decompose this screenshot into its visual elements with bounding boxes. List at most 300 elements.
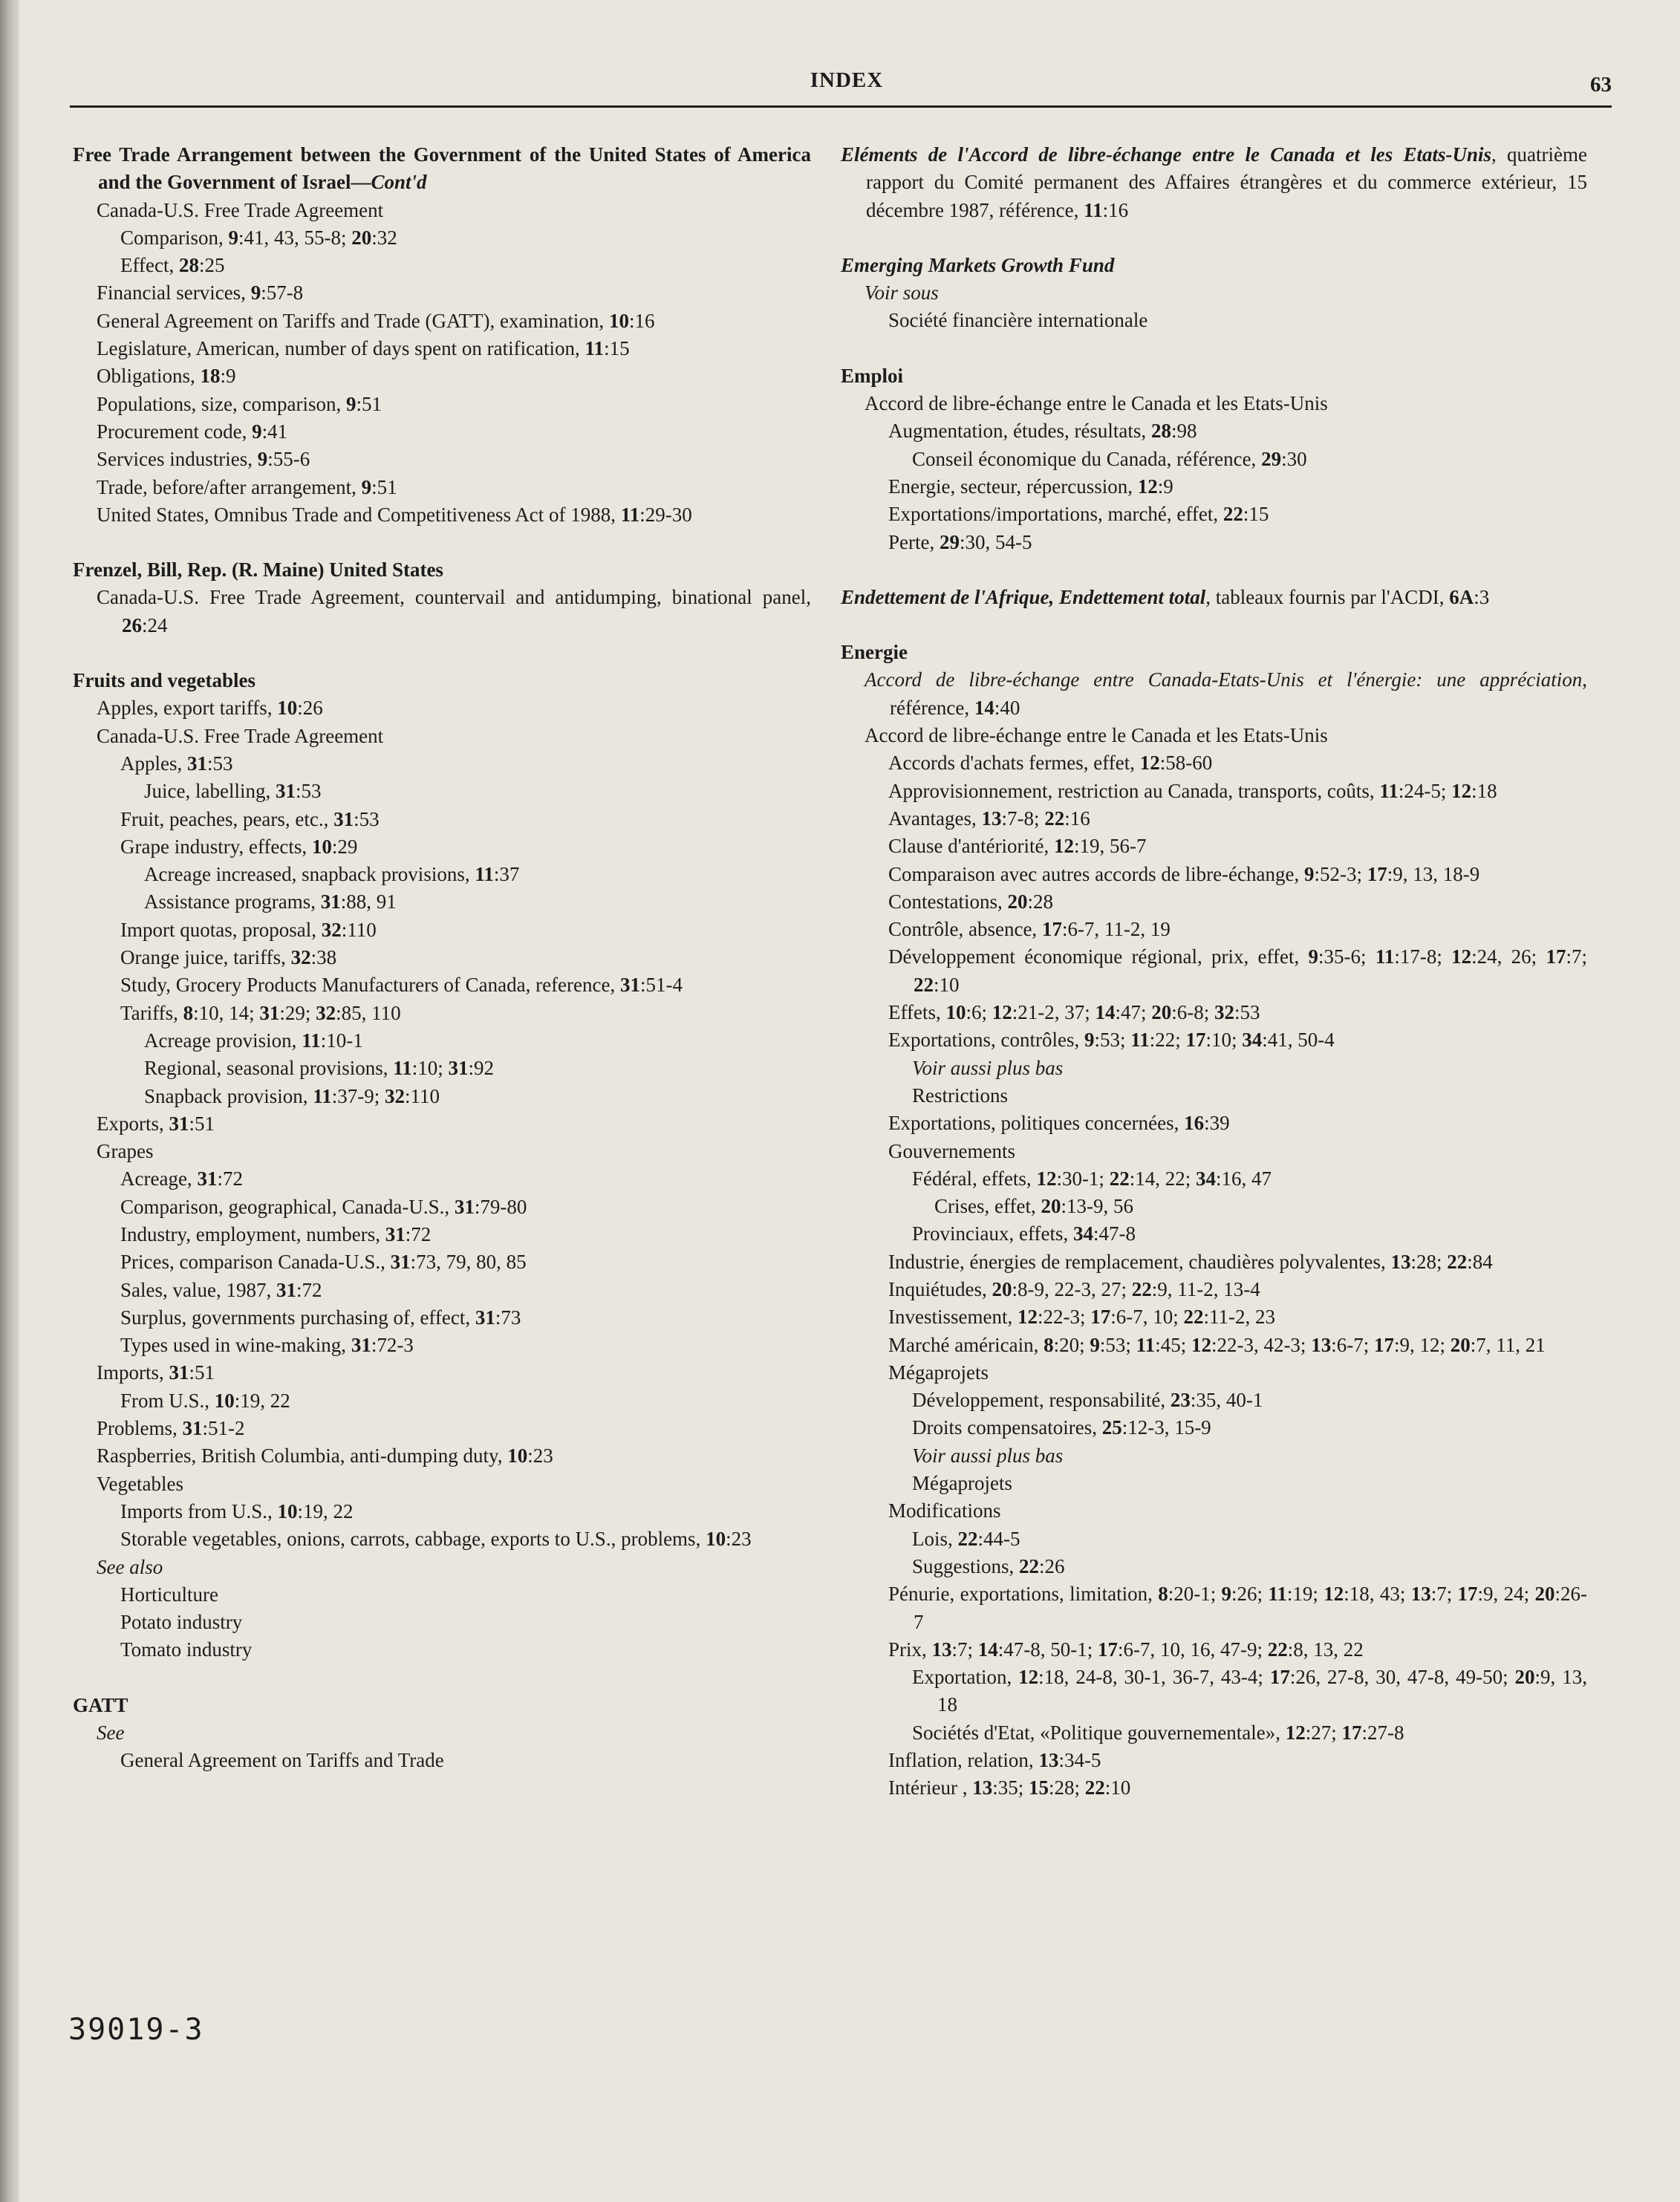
index-entry: [841, 1553, 1587, 1580]
entry-text-segment: 20: [1151, 1001, 1172, 1024]
index-entry: [73, 750, 811, 778]
entry-text-segment: 17: [1457, 1583, 1478, 1606]
entry-text-segment: 12: [1137, 475, 1158, 498]
entry-text-segment: 12: [1139, 752, 1160, 775]
index-entry: [73, 1498, 811, 1525]
entry-text-segment: 16: [1184, 1112, 1205, 1135]
index-entry: [73, 1138, 811, 1165]
index-entry: [73, 418, 811, 446]
index-entry: [73, 916, 811, 944]
index-entry: [73, 501, 811, 529]
index-entry: [841, 833, 1587, 860]
entry-text-segment: Sociétés d'Etat, «Politique gouvernementale»,: [912, 1721, 1286, 1744]
entry-text-segment: 10: [706, 1528, 726, 1551]
entry-text-segment: 22: [1222, 503, 1243, 526]
entry-text-segment: 8: [183, 1001, 194, 1024]
entry-text-segment: :10-1: [320, 1029, 363, 1052]
entry-text-segment: Sales, value, 1987,: [120, 1278, 276, 1301]
entry-text-segment: :17-8;: [1394, 945, 1452, 968]
entry-text-segment: 32: [316, 1001, 336, 1024]
entry-text-segment: Exports,: [97, 1112, 169, 1135]
entry-text-segment: :41: [261, 420, 288, 443]
entry-text-segment: 28: [1150, 420, 1171, 443]
entry-text-segment: 22: [1131, 1277, 1152, 1300]
entry-text-segment: :23: [527, 1444, 553, 1468]
entry-text-segment: :30-1;: [1056, 1167, 1110, 1190]
index-entry: [841, 1220, 1587, 1248]
entry-text-segment: :15: [1243, 503, 1269, 526]
index-entry: [73, 1609, 811, 1636]
entry-text-segment: Populations, size, comparison,: [97, 392, 346, 415]
entry-text-segment: :73, 79, 80, 85: [410, 1251, 527, 1274]
entry-text-segment: Imports from U.S.,: [120, 1499, 278, 1522]
entry-text-segment: Modifications: [888, 1499, 1001, 1522]
entry-text-segment: Fruit, peaches, pears, etc.,: [120, 807, 334, 830]
entry-text-segment: 17: [1098, 1638, 1119, 1661]
entry-text-segment: :45;: [1155, 1333, 1191, 1356]
entry-text-segment: 31: [169, 1112, 189, 1135]
entry-text-segment: Services industries,: [97, 448, 258, 471]
entry-text-segment: 20: [1450, 1333, 1471, 1356]
entry-text-segment: :9: [220, 365, 236, 388]
index-entry: [73, 1083, 811, 1110]
index-entry: [73, 1747, 811, 1774]
index-entry: [841, 1110, 1587, 1137]
index-column-right: [841, 141, 1587, 1802]
index-entry: [73, 1332, 811, 1359]
index-entry: [73, 1165, 811, 1193]
entry-text-segment: :19, 22: [234, 1389, 290, 1412]
entry-text-segment: 22: [1109, 1167, 1130, 1190]
entry-text-segment: Avantages,: [888, 807, 982, 830]
index-entry: [73, 197, 811, 224]
entry-text-segment: 17: [1546, 945, 1566, 968]
entry-text-segment: :10;: [411, 1057, 449, 1080]
entry-text-segment: :19;: [1286, 1583, 1324, 1606]
entry-text-segment: Lois,: [912, 1527, 958, 1550]
entry-text-segment: 9: [361, 475, 372, 498]
index-entry: [841, 805, 1587, 833]
entry-text-segment: Voir sous: [865, 281, 939, 304]
entry-text-segment: 31: [187, 752, 207, 775]
entry-text-segment: 10: [608, 309, 629, 332]
entry-text-segment: 11: [475, 863, 494, 886]
entry-text-segment: 10: [277, 697, 298, 720]
entry-text-segment: Financial services,: [97, 281, 251, 304]
entry-text-segment: 13: [1311, 1333, 1332, 1356]
entry-text-segment: :55-6: [267, 448, 310, 471]
entry-text-segment: 13: [931, 1638, 952, 1661]
index-entry: [73, 806, 811, 833]
entry-text-segment: :27-8: [1361, 1721, 1404, 1744]
entry-text-segment: Trade, before/after arrangement,: [97, 475, 362, 498]
entry-text-segment: 9: [228, 226, 238, 249]
index-entry: [73, 362, 811, 390]
entry-text-segment: :53: [1234, 1001, 1260, 1024]
index-entry: [73, 446, 811, 473]
page-number: 63: [1590, 73, 1612, 97]
entry-text-segment: :9, 13, 18: [937, 1666, 1587, 1716]
entry-text-segment: :26, 27-8, 30, 47-8, 49-50;: [1289, 1666, 1515, 1689]
index-entry: [73, 888, 811, 916]
entry-text-segment: Emploi: [841, 364, 904, 387]
header-rule: [70, 105, 1612, 108]
entry-text-segment: Energie: [841, 641, 908, 664]
index-entry: [841, 1747, 1587, 1774]
entry-text-segment: 8: [1158, 1583, 1168, 1606]
index-entry: [73, 723, 811, 750]
entry-text-segment: 12: [1017, 1306, 1038, 1329]
entry-text-segment: Comparison,: [120, 226, 229, 249]
index-entry: [841, 1193, 1587, 1220]
entry-text-segment: Grape industry, effects,: [120, 835, 312, 858]
index-entry: [73, 1027, 811, 1055]
entry-text-segment: :84: [1467, 1250, 1493, 1273]
entry-text-segment: Mégaprojets: [912, 1472, 1012, 1495]
entry-text-segment: 17: [1373, 1333, 1394, 1356]
page-header-title: INDEX: [810, 68, 884, 92]
entry-text-segment: :37: [493, 863, 520, 886]
entry-text-segment: 22: [1019, 1554, 1040, 1577]
entry-text-segment: 25: [1101, 1416, 1122, 1439]
index-heading: [841, 584, 1587, 611]
entry-text-segment: :51: [189, 1361, 215, 1384]
index-heading: [73, 667, 811, 694]
entry-text-segment: 14: [977, 1638, 998, 1661]
index-entry: [73, 778, 811, 805]
entry-text-segment: :25: [198, 254, 225, 277]
entry-text-segment: Accords d'achats fermes, effet,: [888, 752, 1140, 775]
index-entry: [841, 446, 1587, 473]
index-heading: [841, 141, 1587, 224]
entry-text-segment: Canada-U.S. Free Trade Agreement: [97, 198, 384, 221]
entry-text-segment: :29;: [279, 1001, 316, 1024]
index-entry: [841, 1276, 1587, 1303]
entry-text-segment: 9: [345, 392, 356, 415]
index-entry: [73, 474, 811, 501]
entry-text-segment: Eléments de l'Accord de libre-échange entre le Canada et les Etats-Unis: [841, 143, 1492, 166]
entry-text-segment: 11: [585, 337, 605, 360]
entry-text-segment: :53;: [1094, 1029, 1131, 1052]
index-heading: [73, 141, 811, 197]
entry-text-segment: Voir aussi plus bas: [912, 1056, 1064, 1079]
entry-text-segment: 12: [1451, 945, 1472, 968]
entry-text-segment: :20;: [1053, 1333, 1090, 1356]
index-entry: [73, 1221, 811, 1248]
entry-text-segment: Emerging Markets Growth Fund: [841, 253, 1115, 276]
entry-text-segment: General Agreement on Tariffs and Trade (GATT), examination,: [97, 309, 609, 332]
entry-text-segment: :22-3, 42-3;: [1211, 1333, 1312, 1356]
index-entry: [73, 1581, 811, 1609]
entry-text-segment: 22: [1447, 1250, 1468, 1273]
entry-text-segment: Comparison, geographical, Canada-U.S.,: [120, 1195, 455, 1218]
entry-text-segment: Société financière internationale: [888, 309, 1148, 332]
entry-text-segment: Approvisionnement, restriction au Canada, transports, coûts,: [888, 779, 1380, 802]
index-entry: [841, 307, 1587, 334]
entry-text-segment: :51-4: [639, 974, 683, 997]
entry-text-segment: Fédéral, effets,: [912, 1167, 1037, 1190]
entry-text-segment: :40: [994, 696, 1020, 719]
entry-text-segment: Exportations, politiques concernées,: [888, 1112, 1185, 1135]
entry-text-segment: :41, 50-4: [1262, 1029, 1335, 1052]
entry-text-segment: :51: [189, 1112, 215, 1135]
entry-text-segment: 11: [1379, 779, 1399, 802]
entry-text-segment: :35, 40-1: [1190, 1389, 1263, 1412]
entry-text-segment: :19, 56-7: [1074, 835, 1147, 858]
entry-text-segment: 31: [475, 1306, 495, 1329]
entry-text-segment: 13: [981, 807, 1002, 830]
entry-text-segment: Assistance programs,: [144, 890, 321, 913]
index-entry: [841, 1387, 1587, 1414]
entry-text-segment: Suggestions,: [912, 1554, 1020, 1577]
entry-text-segment: :57-8: [261, 281, 304, 304]
entry-text-segment: :24-5;: [1398, 779, 1452, 802]
index-entry: [841, 722, 1587, 749]
entry-text-segment: 22: [957, 1527, 978, 1550]
entry-text-segment: 32: [321, 918, 342, 941]
entry-text-segment: :6-7;: [1331, 1333, 1374, 1356]
entry-text-segment: :79-80: [474, 1195, 527, 1218]
entry-text-segment: 6A: [1449, 585, 1474, 608]
entry-text-segment: :16: [1064, 807, 1090, 830]
entry-text-segment: :10: [1104, 1776, 1131, 1799]
entry-text-segment: 17: [1041, 918, 1062, 941]
entry-text-segment: 31: [390, 1251, 411, 1274]
entry-text-segment: 29: [939, 530, 960, 553]
entry-text-segment: 20: [351, 226, 372, 249]
index-entry: [841, 1303, 1587, 1331]
index-entry: [73, 1304, 811, 1332]
entry-text-segment: 12: [1451, 779, 1472, 802]
entry-text-segment: :28;: [1410, 1250, 1448, 1273]
index-entry: [73, 252, 811, 279]
index-entry: [841, 999, 1587, 1026]
entry-text-segment: :15: [604, 337, 630, 360]
entry-text-segment: 31: [182, 1417, 203, 1440]
entry-text-segment: From U.S.,: [120, 1389, 215, 1412]
entry-text-segment: Contrôle, absence,: [888, 918, 1042, 941]
entry-text-segment: :10: [934, 973, 960, 996]
entry-text-segment: Apples, export tariffs,: [97, 697, 278, 720]
index-entry: [841, 279, 1587, 307]
entry-text-segment: Clause d'antériorité,: [888, 835, 1055, 858]
entry-text-segment: :8-9, 22-3, 27;: [1012, 1277, 1132, 1300]
entry-text-segment: 17: [1090, 1306, 1111, 1329]
entry-text-segment: :3: [1474, 585, 1490, 608]
entry-text-segment: Frenzel, Bill, Rep. (R. Maine) United States: [73, 558, 443, 582]
entry-text-segment: Crises, effet,: [934, 1195, 1041, 1218]
index-entry: [841, 861, 1587, 888]
entry-text-segment: Legislature, American, number of days spent on ratification,: [97, 337, 585, 360]
entry-text-segment: Juice, labelling,: [144, 780, 276, 803]
entry-text-segment: :26: [297, 697, 323, 720]
entry-text-segment: :47-8: [1093, 1222, 1136, 1245]
index-entry: [73, 1359, 811, 1387]
entry-text-segment: Procurement code,: [97, 420, 253, 443]
entry-text-segment: 12: [992, 1001, 1012, 1024]
index-entry: [73, 694, 811, 722]
entry-text-segment: :51-2: [202, 1417, 245, 1440]
index-entry: [841, 666, 1587, 722]
entry-text-segment: Canada-U.S. Free Trade Agreement: [97, 724, 384, 747]
entry-text-segment: 31: [320, 890, 341, 913]
entry-text-segment: Exportations/importations, marché, effet,: [888, 503, 1223, 526]
entry-text-segment: Effets,: [888, 1001, 946, 1024]
entry-text-segment: 31: [259, 1001, 280, 1024]
entry-text-segment: Problems,: [97, 1417, 183, 1440]
entry-text-segment: :28;: [1048, 1776, 1085, 1799]
entry-text-segment: 12: [1324, 1583, 1344, 1606]
entry-text-segment: Potato industry: [120, 1611, 243, 1634]
entry-text-segment: :53;: [1099, 1333, 1136, 1356]
entry-text-segment: 31: [619, 974, 640, 997]
entry-text-segment: Inflation, relation,: [888, 1749, 1039, 1772]
entry-text-segment: 15: [1028, 1776, 1049, 1799]
entry-text-segment: Prices, comparison Canada-U.S.,: [120, 1251, 391, 1274]
entry-text-segment: :9, 24;: [1477, 1583, 1535, 1606]
entry-text-segment: 17: [1367, 862, 1387, 885]
entry-text-segment: 31: [454, 1195, 475, 1218]
entry-text-segment: 10: [507, 1444, 528, 1468]
entry-text-segment: Pénurie, exportations, limitation,: [888, 1583, 1159, 1606]
entry-text-segment: :41, 43, 55-8;: [238, 226, 352, 249]
entry-text-segment: :72: [405, 1222, 432, 1245]
entry-text-segment: 12: [1285, 1721, 1306, 1744]
entry-text-segment: Gouvernements: [888, 1139, 1015, 1162]
entry-text-segment: 23: [1170, 1389, 1191, 1412]
entry-text-segment: , tableaux fournis par l'ACDI,: [1205, 585, 1450, 608]
entry-text-segment: Effect,: [120, 254, 179, 277]
index-entry: [841, 390, 1587, 417]
entry-text-segment: Marché américain,: [888, 1333, 1044, 1356]
entry-text-segment: 26: [122, 613, 142, 636]
entry-text-segment: :23: [726, 1528, 752, 1551]
entry-text-segment: 11: [302, 1029, 321, 1052]
index-entry: [73, 1636, 811, 1664]
entry-text-segment: Snapback provision,: [144, 1084, 313, 1107]
entry-text-segment: :38: [310, 946, 337, 969]
entry-text-segment: :29: [331, 835, 358, 858]
entry-text-segment: 34: [1072, 1222, 1093, 1245]
entry-text-segment: :47;: [1115, 1001, 1152, 1024]
entry-text-segment: :6-7, 10;: [1110, 1306, 1184, 1329]
index-entry: [841, 916, 1587, 943]
entry-text-segment: :72: [296, 1278, 322, 1301]
entry-text-segment: 31: [448, 1057, 469, 1080]
index-entry: [841, 1580, 1587, 1636]
entry-text-segment: :51: [371, 475, 397, 498]
entry-text-segment: Intérieur ,: [888, 1776, 973, 1799]
entry-text-segment: 13: [1410, 1583, 1431, 1606]
entry-text-segment: Droits compensatoires,: [912, 1416, 1102, 1439]
entry-text-segment: 32: [385, 1084, 405, 1107]
entry-text-segment: 10: [277, 1499, 298, 1522]
entry-text-segment: :7, 11, 21: [1470, 1333, 1546, 1356]
index-heading: [841, 252, 1587, 279]
index-entry: [841, 1664, 1587, 1719]
entry-text-segment: :73: [495, 1306, 521, 1329]
index-entry: [841, 943, 1587, 999]
entry-text-segment: :11-2, 23: [1203, 1306, 1275, 1329]
index-entry: [73, 944, 811, 971]
entry-text-segment: :7;: [1566, 945, 1587, 968]
index-entry: [73, 1000, 811, 1027]
entry-text-segment: :29-30: [639, 503, 692, 526]
entry-text-segment: 12: [1054, 835, 1075, 858]
entry-text-segment: Acreage provision,: [144, 1029, 302, 1052]
entry-text-segment: :16: [628, 309, 655, 332]
entry-text-segment: 20: [1041, 1195, 1061, 1218]
book-binding-edge: [0, 0, 19, 2202]
entry-text-segment: Mégaprojets: [888, 1361, 989, 1384]
entry-text-segment: Horticulture: [120, 1583, 218, 1606]
entry-text-segment: :8, 13, 22: [1287, 1638, 1364, 1661]
entry-text-segment: 22: [1044, 807, 1065, 830]
entry-text-segment: Imports,: [97, 1361, 169, 1384]
entry-text-segment: 11: [1136, 1333, 1156, 1356]
entry-text-segment: :12-3, 15-9: [1121, 1416, 1211, 1439]
entry-text-segment: Industrie, énergies de remplacement, chaudières polyvalentes,: [888, 1250, 1391, 1273]
index-entry: [841, 1165, 1587, 1193]
entry-text-segment: Augmentation, études, résultats,: [888, 420, 1151, 443]
index-entry: [73, 1277, 811, 1304]
entry-text-segment: 34: [1195, 1167, 1216, 1190]
entry-text-segment: 9: [1084, 1029, 1095, 1052]
entry-text-segment: :24: [142, 613, 168, 636]
entry-text-segment: :27;: [1305, 1721, 1342, 1744]
index-entry: [841, 888, 1587, 916]
entry-text-segment: 11: [620, 503, 640, 526]
entry-text-segment: 17: [1341, 1721, 1362, 1744]
entry-text-segment: General Agreement on Tariffs and Trade: [120, 1749, 444, 1772]
index-entry: [841, 1774, 1587, 1802]
index-entry: [73, 307, 811, 335]
entry-text-segment: :19, 22: [297, 1499, 354, 1522]
entry-text-segment: 31: [351, 1334, 371, 1357]
entry-text-segment: 14: [974, 696, 994, 719]
entry-text-segment: 32: [290, 946, 311, 969]
entry-text-segment: 9: [257, 448, 268, 471]
entry-text-segment: :44-5: [977, 1527, 1020, 1550]
index-entry: [73, 391, 811, 418]
entry-text-segment: 20: [1007, 890, 1028, 913]
index-entry: [73, 861, 811, 888]
entry-text-segment: 31: [197, 1167, 218, 1190]
entry-text-segment: :18, 43;: [1344, 1583, 1411, 1606]
entry-text-segment: :58-60: [1159, 752, 1213, 775]
entry-text-segment: 20: [1534, 1583, 1555, 1606]
entry-text-segment: Storable vegetables, onions, carrots, cabbage, exports to U.S., problems,: [120, 1528, 706, 1551]
entry-text-segment: :110: [341, 918, 377, 941]
index-entry: [73, 1193, 811, 1221]
entry-text-segment: 34: [1242, 1029, 1263, 1052]
entry-text-segment: :98: [1171, 420, 1197, 443]
index-entry: [73, 224, 811, 252]
entry-text-segment: 22: [1267, 1638, 1288, 1661]
index-entry: [841, 417, 1587, 445]
index-heading: [841, 362, 1587, 390]
entry-text-segment: :16: [1102, 198, 1129, 221]
entry-text-segment: :30: [1281, 447, 1307, 470]
entry-text-segment: :39: [1204, 1112, 1230, 1135]
index-entry: [73, 1554, 811, 1581]
entry-text-segment: , quatrième rapport du Comité permanent des Affaires étrangères et du commerce extérieur, 15 décembre 1987, référence,: [866, 143, 1587, 221]
index-column-left: [73, 141, 811, 1775]
entry-text-segment: :53: [354, 807, 380, 830]
entry-text-segment: Exportations, contrôles,: [888, 1029, 1084, 1052]
entry-text-segment: 9: [250, 281, 261, 304]
entry-text-segment: :7;: [951, 1638, 978, 1661]
